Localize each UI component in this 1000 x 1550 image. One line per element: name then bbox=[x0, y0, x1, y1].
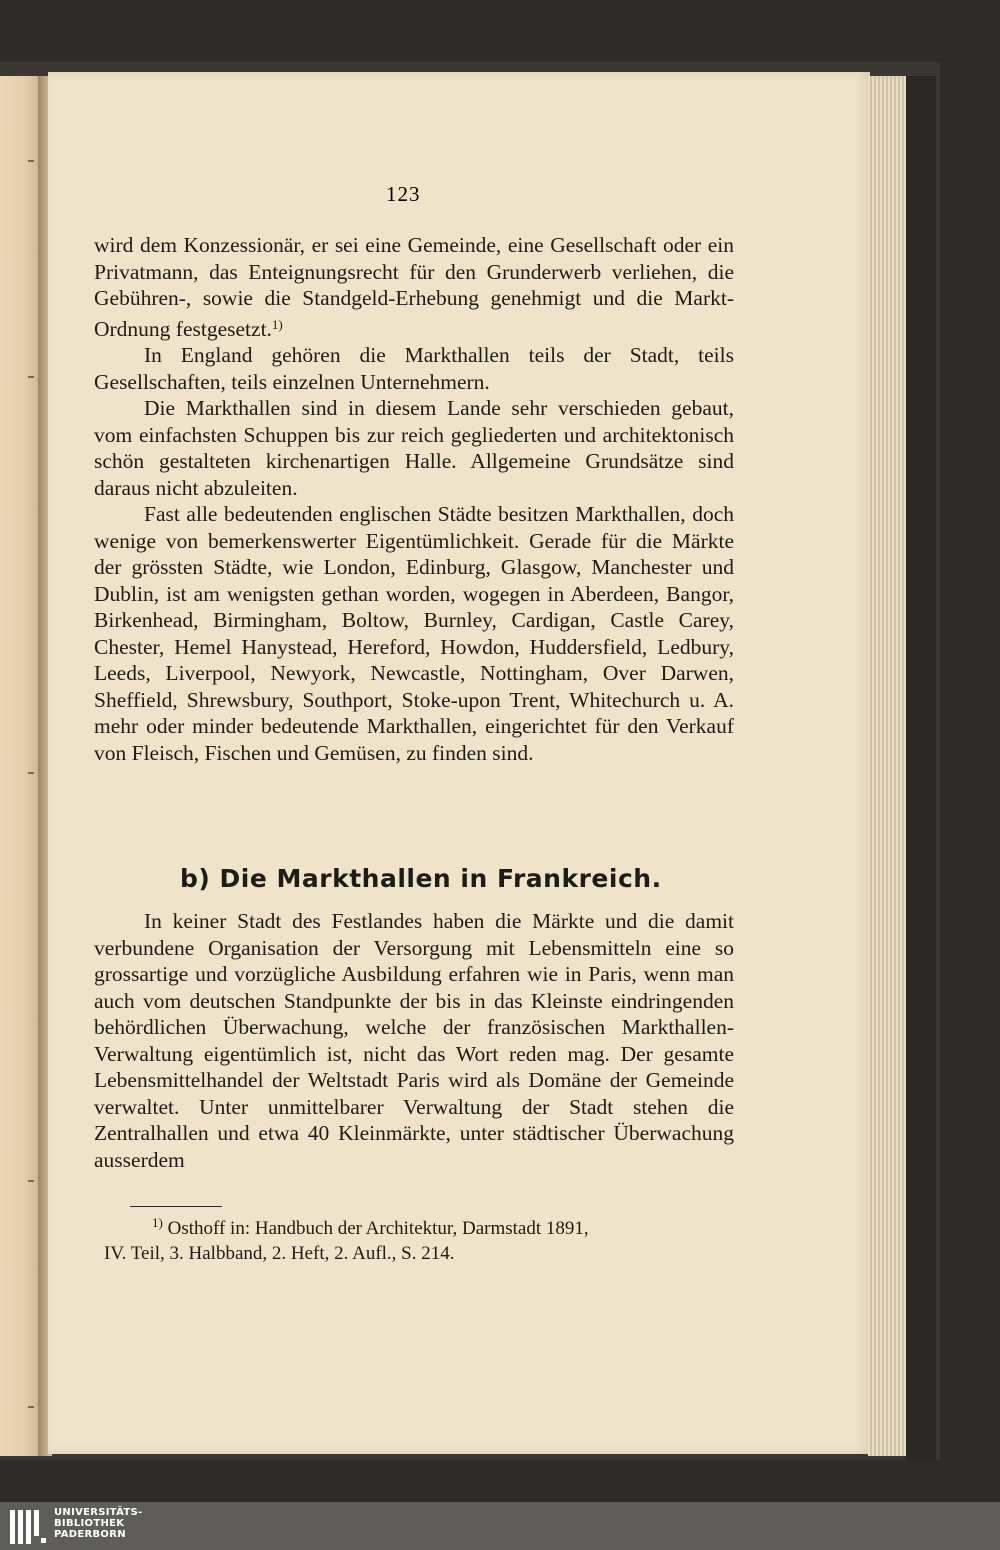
footnote-line bbox=[104, 1210, 734, 1241]
page-mark bbox=[28, 772, 34, 774]
paragraph: Die Markthallen sind in diesem Lande sehr verschieden gebaut, vom einfachsten Schuppen bis zur reich gegliederten und architektonisch schön gestalteten kirchenartigen Halle. Allgemeine Grundsätze sind daraus nicht abzuleiten. bbox=[94, 396, 734, 500]
paragraph bbox=[94, 232, 734, 342]
footnote-line: IV. Teil, 3. Halbband, 2. Heft, 2. Aufl., S. 214. bbox=[104, 1243, 455, 1264]
page-edges bbox=[868, 76, 908, 1456]
page-mark bbox=[28, 376, 34, 378]
footnote bbox=[104, 1210, 734, 1266]
footer-bar bbox=[0, 1502, 1000, 1550]
footnote-text: Osthoff in: Handbuch der Architektur, Darmstadt 1891, bbox=[167, 1218, 589, 1239]
footnote-marker: 1) bbox=[152, 1215, 163, 1230]
logo-line: BIBLIOTHEK bbox=[54, 1518, 125, 1529]
page-mark bbox=[28, 1180, 34, 1182]
paragraph: In England gehören die Markthallen teils der Stadt, teils Gesellschaften, teils einzelnen Unternehmern. bbox=[94, 343, 734, 394]
paragraph: In keiner Stadt des Festlandes haben die Märkte und die damit verbundene Organisation der Versorgung mit Lebensmitteln eine so grossartige und vorzügliche Ausbildung erfahren wie in Paris, wenn man auch vom deutschen Standpunkte der bis in das Kleinste eindringenden behördlichen Überwachung, welche der französischen Markthallen-Verwaltung eigentümlich ist, nicht das Wort reden mag. Der gesamte Lebensmittelhandel der Weltstadt Paris wird als Domäne der Gemeinde verwaltet. Unter unmittelbarer Verwaltung der Stadt stehen die Zentralhallen und etwa 40 Kleinmärkte, unter städtischer Überwachung ausserdem bbox=[94, 909, 734, 1172]
paragraph-text: wird dem Konzessionär, er sei eine Gemeinde, eine Gesellschaft oder ein Privatmann, das Enteignungsrecht für den Grunderwerb verliehen, die Gebühren-, sowie die Standgeld-Erhebung genehmigt und die Markt-Ordnung festgesetzt. bbox=[94, 233, 734, 341]
logo-line: PADERBORN bbox=[54, 1529, 126, 1540]
body-text-top bbox=[94, 232, 734, 766]
section-heading: b) Die Markthallen in Frankreich. bbox=[180, 864, 662, 893]
page-mark bbox=[28, 160, 34, 162]
footnote-marker: 1) bbox=[271, 316, 283, 332]
library-logo-text bbox=[54, 1507, 143, 1540]
library-logo-icon bbox=[8, 1508, 48, 1546]
book-spine bbox=[906, 76, 936, 1460]
footnote-rule bbox=[130, 1206, 222, 1207]
body-text-bottom bbox=[94, 908, 734, 1173]
left-page-edge bbox=[0, 76, 42, 1456]
paragraph: Fast alle bedeutenden englischen Städte besitzen Markthallen, doch wenige von bemerkenswerter Eigentümlichkeit. Gerade für die Märkte der grössten Städte, wie London, Edinburg, Glasgow, Manchester und Dublin, ist am wenigsten gethan worden, wogegen in Aberdeen, Bangor, Birkenhead, Birmingham, Boltow, Burnley, Cardigan, Castle Carey, Chester, Hemel Hanystead, Hereford, Howdon, Huddersfield, Ledbury, Leeds, Liverpool, Newyork, Newcastle, Nottingham, Over Darwen, Sheffield, Shrewsbury, Southport, Stoke-upon Trent, Whitechurch u. A. mehr oder minder bedeutende Markthallen, eingerichtet für den Verkauf von Fleisch, Fischen und Gemüsen, zu finden sind. bbox=[94, 502, 734, 765]
logo-line: UNIVERSITÄTS- bbox=[54, 1507, 143, 1518]
page-mark bbox=[28, 1406, 34, 1408]
page-number: 123 bbox=[386, 182, 421, 206]
